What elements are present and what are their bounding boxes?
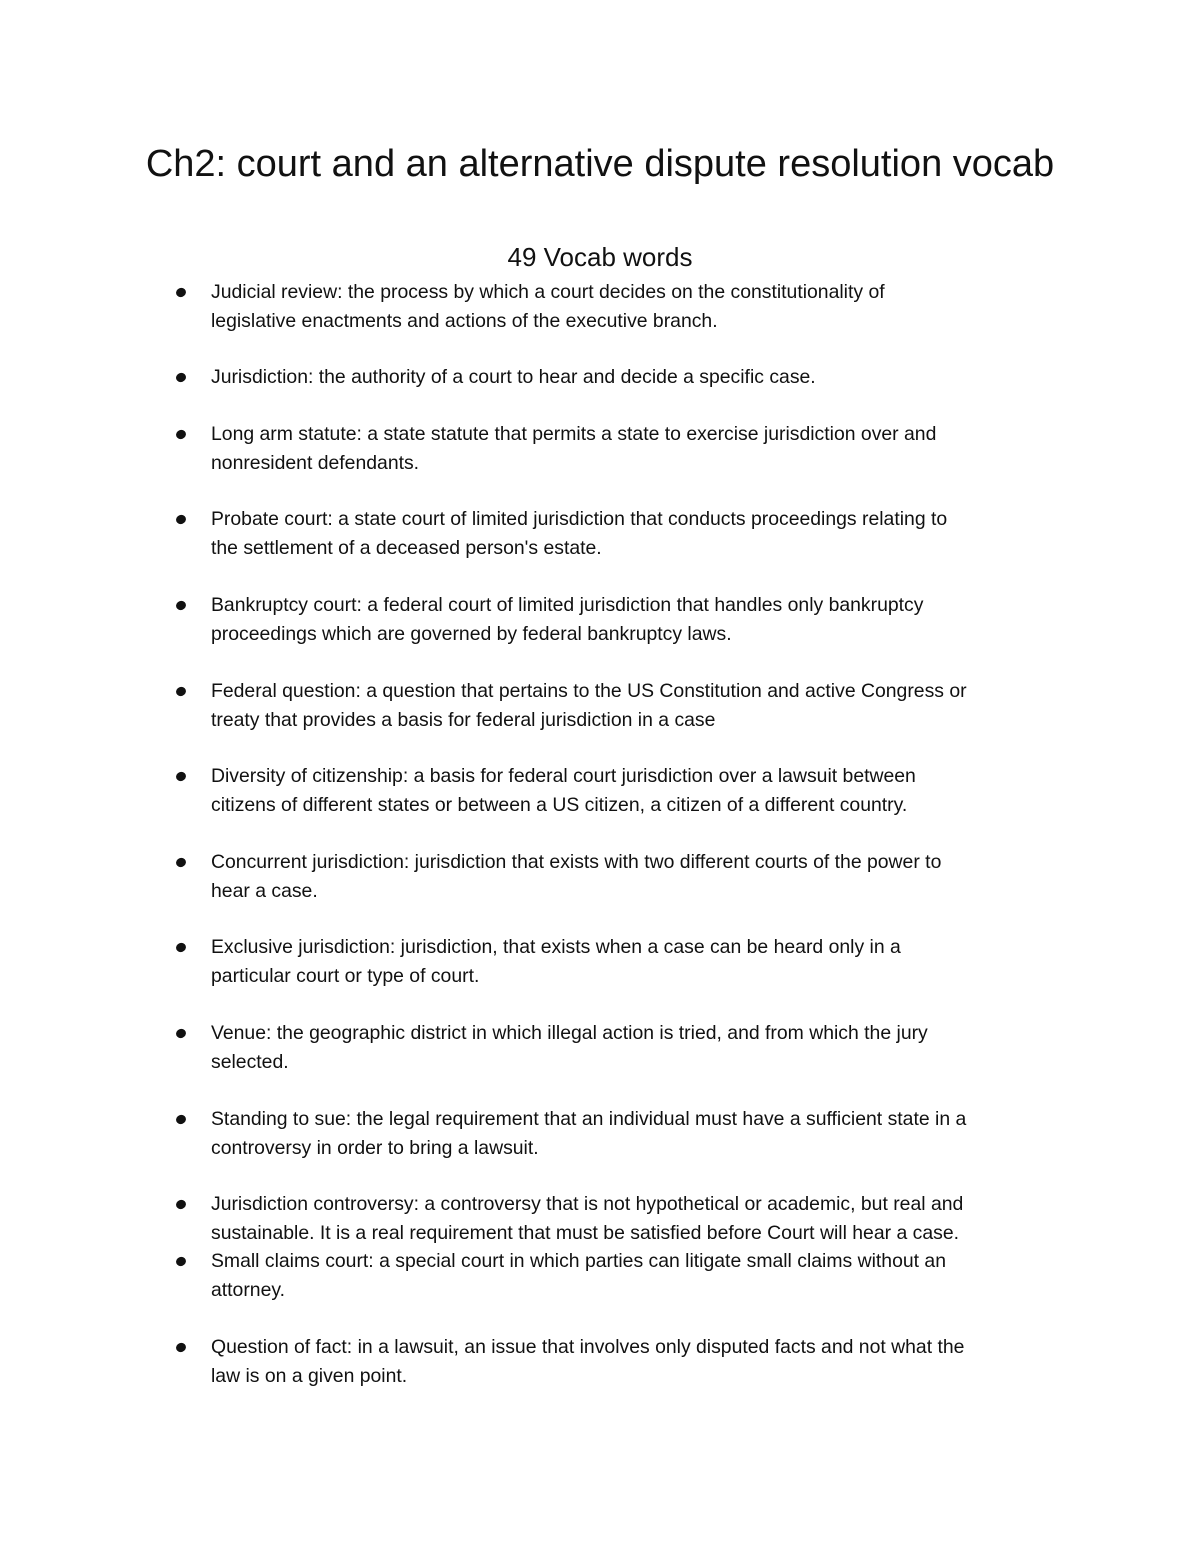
bullet-icon [175,1114,187,1126]
list-item [211,1333,1071,1390]
list-item-text: hear a case. [211,879,318,902]
document-title: Ch2: court and an alternative dispute resolution vocab [145,143,1055,185]
list-item [211,1190,1071,1247]
bullet-icon [175,1256,187,1268]
list-item-text: Probate court: a state court of limited jurisdiction that conducts proceedings relating to [211,508,948,530]
list-item-text: Bankruptcy court: a federal court of limited jurisdiction that handles only bankruptcy [211,594,924,616]
list-item [211,762,1071,819]
list-item-text: proceedings which are governed by federal bankruptcy laws. [211,622,732,645]
bullet-icon [175,686,187,698]
list-item-text: Jurisdiction controversy: a controversy that is not hypothetical or academic, but real and [211,1193,964,1215]
list-item-text: Exclusive jurisdiction: jurisdiction, that exists when a case can be heard only in a [211,936,901,958]
bullet-icon [175,771,187,783]
list-item-text: attorney. [211,1278,286,1301]
list-item [211,1019,1071,1076]
list-item-text: citizens of different states or between a US citizen, a citizen of a different country. [211,793,908,816]
list-item-text: Question of fact: in a lawsuit, an issue that involves only disputed facts and not what the [211,1336,965,1358]
list-item [211,848,1071,905]
bullet-icon [175,857,187,869]
list-item-text: Concurrent jurisdiction: jurisdiction that exists with two different courts of the power to [211,851,942,873]
list-item-text: selected. [211,1050,289,1073]
list-item [211,278,1071,335]
list-item [211,363,1071,392]
list-item [211,420,1071,477]
list-item-text: Venue: the geographic district in which illegal action is tried, and from which the jury [211,1022,928,1044]
bullet-icon [175,1342,187,1354]
bullet-icon [175,514,187,526]
list-item-text: law is on a given point. [211,1364,408,1387]
list-item-text: Judicial review: the process by which a court decides on the constitutionality of [211,281,885,303]
bullet-icon [175,287,187,299]
document-subtitle: 49 Vocab words [507,242,693,272]
list-item [211,1247,1071,1304]
list-item-text: Jurisdiction: the authority of a court to hear and decide a specific case. [211,366,816,388]
bullet-icon [175,942,187,954]
list-item-text: nonresident defendants. [211,451,420,474]
list-item-text: legislative enactments and actions of the executive branch. [211,309,718,332]
list-item [211,505,1071,562]
list-item [211,933,1071,990]
bullet-icon [175,429,187,441]
list-item-text: Diversity of citizenship: a basis for federal court jurisdiction over a lawsuit between [211,765,916,787]
list-item [211,1105,1071,1162]
bullet-icon [175,372,187,384]
list-item-text: treaty that provides a basis for federal jurisdiction in a case [211,708,716,731]
bullet-icon [175,600,187,612]
bullet-icon [175,1028,187,1040]
list-item-text: Federal question: a question that pertains to the US Constitution and active Congress or [211,680,967,702]
list-item [211,591,1071,648]
list-item-text: controversy in order to bring a lawsuit. [211,1136,539,1159]
list-item [211,677,1071,734]
list-item-text: the settlement of a deceased person's estate. [211,536,602,559]
list-item-text: Long arm statute: a state statute that permits a state to exercise jurisdiction over and [211,423,937,445]
list-item-text: sustainable. It is a real requirement that must be satisfied before Court will hear a case. [211,1221,959,1244]
bullet-icon [175,1199,187,1211]
list-item-text: Small claims court: a special court in which parties can litigate small claims without an [211,1250,946,1272]
list-item-text: Standing to sue: the legal requirement that an individual must have a sufficient state in a [211,1108,967,1130]
list-item-text: particular court or type of court. [211,964,480,987]
